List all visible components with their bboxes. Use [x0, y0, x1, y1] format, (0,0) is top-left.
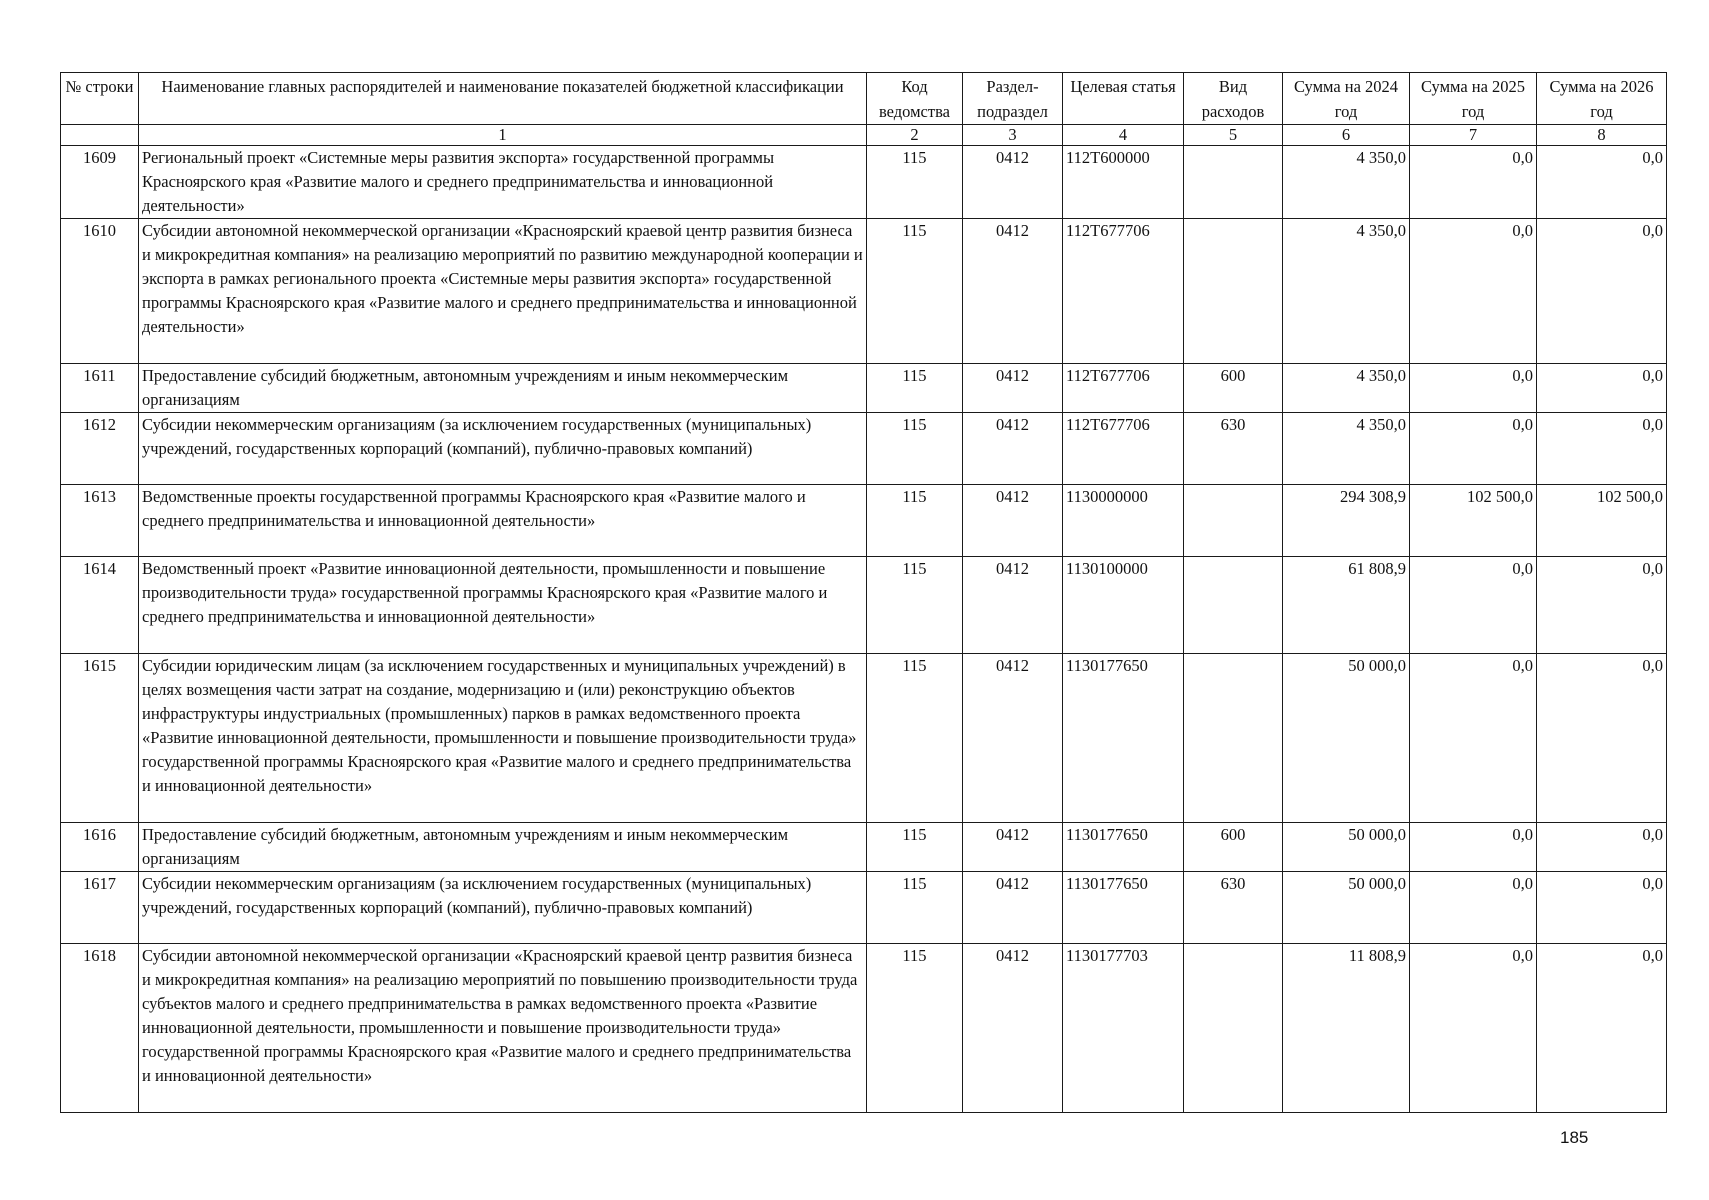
row-target-article: 112T677706	[1063, 219, 1184, 364]
row-target-article: 1130177650	[1063, 823, 1184, 872]
row-dept-code: 115	[867, 557, 963, 654]
column-number: 4	[1063, 125, 1184, 146]
table-row	[61, 654, 1667, 823]
row-section: 0412	[963, 413, 1063, 485]
row-section: 0412	[963, 219, 1063, 364]
row-expense-type: 630	[1184, 413, 1283, 485]
row-sum-2026: 0,0	[1537, 872, 1667, 944]
row-sum-2025: 0,0	[1410, 146, 1537, 219]
row-sum-2024: 50 000,0	[1283, 654, 1410, 823]
row-dept-code: 115	[867, 146, 963, 219]
row-target-article: 112T677706	[1063, 413, 1184, 485]
row-sum-2026: 0,0	[1537, 944, 1667, 1113]
row-section: 0412	[963, 557, 1063, 654]
table-header	[61, 73, 1667, 146]
column-number: 5	[1184, 125, 1283, 146]
row-target-article: 112T600000	[1063, 146, 1184, 219]
row-sum-2025: 0,0	[1410, 654, 1537, 823]
row-number: 1617	[61, 872, 139, 944]
row-sum-2026: 0,0	[1537, 823, 1667, 872]
row-section: 0412	[963, 146, 1063, 219]
row-sum-2024: 4 350,0	[1283, 219, 1410, 364]
row-sum-2024: 50 000,0	[1283, 872, 1410, 944]
row-section: 0412	[963, 944, 1063, 1113]
page-number: 185	[1560, 1128, 1589, 1147]
row-sum-2024: 61 808,9	[1283, 557, 1410, 654]
table-body	[61, 146, 1667, 1113]
row-sum-2024: 4 350,0	[1283, 364, 1410, 413]
row-sum-2025: 0,0	[1410, 219, 1537, 364]
column-number: 1	[139, 125, 867, 146]
row-sum-2026: 0,0	[1537, 557, 1667, 654]
row-number: 1609	[61, 146, 139, 219]
row-sum-2024: 50 000,0	[1283, 823, 1410, 872]
table-row	[61, 146, 1667, 219]
row-number: 1618	[61, 944, 139, 1113]
row-sum-2026: 0,0	[1537, 654, 1667, 823]
row-sum-2025: 0,0	[1410, 557, 1537, 654]
row-expense-type: 600	[1184, 364, 1283, 413]
row-number: 1610	[61, 219, 139, 364]
row-dept-code: 115	[867, 654, 963, 823]
row-target-article: 1130177703	[1063, 944, 1184, 1113]
column-number-row	[61, 125, 1667, 146]
row-dept-code: 115	[867, 413, 963, 485]
row-expense-type	[1184, 219, 1283, 364]
header-sum-2026: Сумма на 2026 год	[1537, 73, 1667, 125]
row-expense-type	[1184, 557, 1283, 654]
header-row	[61, 73, 1667, 125]
row-section: 0412	[963, 872, 1063, 944]
row-sum-2025: 0,0	[1410, 413, 1537, 485]
table-row	[61, 872, 1667, 944]
table-row	[61, 219, 1667, 364]
table-row	[61, 823, 1667, 872]
header-target-article: Целевая статья	[1063, 73, 1184, 125]
header-sum-2024: Сумма на 2024 год	[1283, 73, 1410, 125]
row-sum-2026: 0,0	[1537, 219, 1667, 364]
table-row	[61, 485, 1667, 557]
row-target-article: 1130000000	[1063, 485, 1184, 557]
row-number: 1614	[61, 557, 139, 654]
row-name: Субсидии автономной некоммерческой организации «Красноярский краевой центр развития бизнеса и микрокредитная компания» на реализацию мероприятий по развитию международной кооперации и экспорта в рамках регионального проекта «Системные меры развития экспорта» государственной программы Красноярского края «Развитие малого и среднего предпринимательства и инновационной деятельности»	[139, 219, 867, 364]
row-sum-2025: 0,0	[1410, 823, 1537, 872]
row-number: 1613	[61, 485, 139, 557]
table-row	[61, 364, 1667, 413]
row-dept-code: 115	[867, 872, 963, 944]
budget-table	[60, 72, 1667, 1113]
row-name: Ведомственные проекты государственной программы Красноярского края «Развитие малого и среднего предпринимательства и инновационной деятельности»	[139, 485, 867, 557]
row-sum-2024: 11 808,9	[1283, 944, 1410, 1113]
row-number: 1612	[61, 413, 139, 485]
row-expense-type: 600	[1184, 823, 1283, 872]
row-name: Предоставление субсидий бюджетным, автономным учреждениям и иным некоммерческим организациям	[139, 823, 867, 872]
row-sum-2024: 4 350,0	[1283, 146, 1410, 219]
table-row	[61, 944, 1667, 1113]
row-section: 0412	[963, 364, 1063, 413]
header-dept-code: Код ведомства	[867, 73, 963, 125]
row-dept-code: 115	[867, 219, 963, 364]
row-number: 1611	[61, 364, 139, 413]
row-name: Субсидии некоммерческим организациям (за исключением государственных (муниципальных) учреждений, государственных корпораций (компаний), публично-правовых компаний)	[139, 413, 867, 485]
row-target-article: 1130177650	[1063, 654, 1184, 823]
row-sum-2025: 0,0	[1410, 944, 1537, 1113]
row-number: 1615	[61, 654, 139, 823]
row-sum-2025: 0,0	[1410, 872, 1537, 944]
header-row-number: № строки	[61, 73, 139, 125]
row-expense-type: 630	[1184, 872, 1283, 944]
header-section: Раздел-подраздел	[963, 73, 1063, 125]
header-sum-2025: Сумма на 2025 год	[1410, 73, 1537, 125]
row-name: Субсидии юридическим лицам (за исключением государственных и муниципальных учреждений) в целях возмещения части затрат на создание, модернизацию и (или) реконструкцию объектов инфраструктуры индустриальных (промышленных) парков в рамках ведомственного проекта «Развитие инновационной деятельности, промышленности и повышение производительности труда» государственной программы Красноярского края «Развитие малого и среднего предпринимательства и инновационной деятельности»	[139, 654, 867, 823]
row-sum-2024: 4 350,0	[1283, 413, 1410, 485]
header-expense-type: Вид расходов	[1184, 73, 1283, 125]
row-sum-2026: 102 500,0	[1537, 485, 1667, 557]
column-number: 6	[1283, 125, 1410, 146]
row-target-article: 1130100000	[1063, 557, 1184, 654]
row-sum-2025: 0,0	[1410, 364, 1537, 413]
row-sum-2026: 0,0	[1537, 413, 1667, 485]
row-expense-type	[1184, 944, 1283, 1113]
row-name: Ведомственный проект «Развитие инновационной деятельности, промышленности и повышение производительности труда» государственной программы Красноярского края «Развитие малого и среднего предпринимательства и инновационной деятельности»	[139, 557, 867, 654]
row-name: Предоставление субсидий бюджетным, автономным учреждениям и иным некоммерческим организациям	[139, 364, 867, 413]
row-expense-type	[1184, 654, 1283, 823]
row-section: 0412	[963, 823, 1063, 872]
row-dept-code: 115	[867, 485, 963, 557]
row-number: 1616	[61, 823, 139, 872]
row-sum-2026: 0,0	[1537, 364, 1667, 413]
row-target-article: 112T677706	[1063, 364, 1184, 413]
row-dept-code: 115	[867, 823, 963, 872]
row-sum-2024: 294 308,9	[1283, 485, 1410, 557]
row-name: Субсидии некоммерческим организациям (за исключением государственных (муниципальных) учреждений, государственных корпораций (компаний), публично-правовых компаний)	[139, 872, 867, 944]
column-number: 2	[867, 125, 963, 146]
column-number: 8	[1537, 125, 1667, 146]
row-dept-code: 115	[867, 944, 963, 1113]
row-section: 0412	[963, 654, 1063, 823]
row-name: Региональный проект «Системные меры развития экспорта» государственной программы Красноярского края «Развитие малого и среднего предпринимательства и инновационной деятельности»	[139, 146, 867, 219]
row-sum-2026: 0,0	[1537, 146, 1667, 219]
row-expense-type	[1184, 485, 1283, 557]
row-name: Субсидии автономной некоммерческой организации «Красноярский краевой центр развития бизнеса и микрокредитная компания» на реализацию мероприятий по повышению производительности труда субъектов малого и среднего предпринимательства в рамках ведомственного проекта «Развитие инновационной деятельности, промышленности и повышение производительности труда» государственной программы Красноярского края «Развитие малого и среднего предпринимательства и инновационной деятельности»	[139, 944, 867, 1113]
table-row	[61, 557, 1667, 654]
budget-document	[60, 72, 1666, 1113]
header-name: Наименование главных распорядителей и наименование показателей бюджетной классификации	[139, 73, 867, 125]
column-number: 7	[1410, 125, 1537, 146]
row-expense-type	[1184, 146, 1283, 219]
row-section: 0412	[963, 485, 1063, 557]
table-row	[61, 413, 1667, 485]
row-dept-code: 115	[867, 364, 963, 413]
column-number: 3	[963, 125, 1063, 146]
row-target-article: 1130177650	[1063, 872, 1184, 944]
row-sum-2025: 102 500,0	[1410, 485, 1537, 557]
column-number	[61, 125, 139, 146]
